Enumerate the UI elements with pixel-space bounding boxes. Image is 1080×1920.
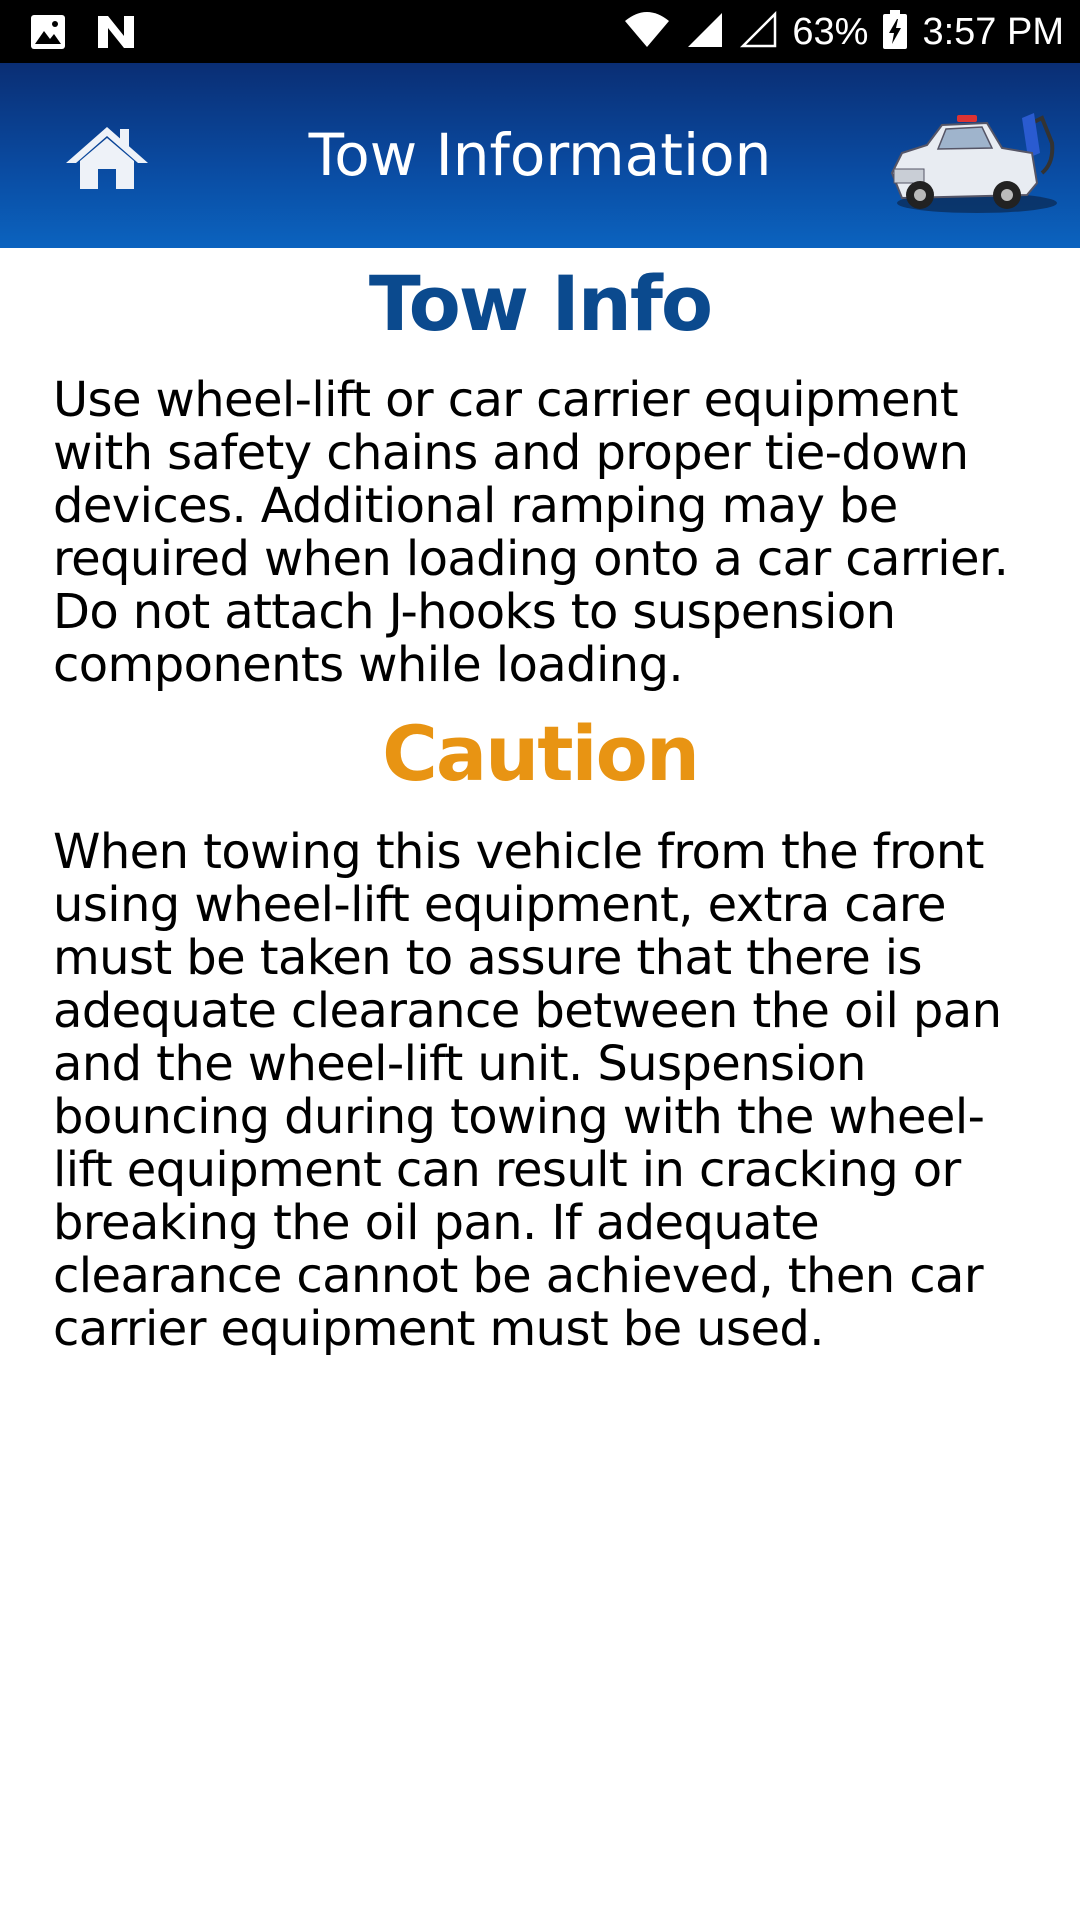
cell-signal-empty-icon: [738, 11, 778, 54]
clock: 3:57 PM: [922, 11, 1064, 53]
app-bar: [0, 63, 1080, 248]
status-bar-system: [624, 8, 1064, 56]
tow-truck-logo: [882, 103, 1062, 223]
wifi-icon: [624, 11, 670, 54]
status-bar: [0, 0, 1080, 63]
caution-text: When towing this vehicle from the front using wheel-lift equipment, extra care must be taken to assure that there is adequate clearance between the oil pan and the wheel-lift unit. Suspension bouncing during towing with the wheel-lift equipment can result in cracking or breaking the oil pan. If adequate clearance cannot be achieved, then car carrier equipment must be used.: [53, 824, 1002, 1357]
battery-charging-icon: [882, 10, 908, 55]
tow-info-text: Use wheel-lift or car carrier equipment with safety chains and proper tie-down devices. Additional ramping may be required when loading onto a car carrier. Do not attach J-hooks to suspension components while loading.: [53, 372, 1009, 693]
tow-info-heading: Tow Info: [368, 259, 712, 348]
tow-info-content: [0, 248, 1080, 1356]
caution-heading: Caution: [382, 709, 698, 798]
battery-percent: 63%: [792, 11, 869, 53]
home-button[interactable]: [62, 123, 152, 193]
n-app-notification-icon: [96, 14, 136, 55]
status-bar-notifications: [30, 14, 136, 55]
cell-signal-icon: [684, 11, 724, 54]
home-icon: [62, 123, 152, 193]
app-title: Tow Information: [308, 121, 772, 189]
image-notification-icon: [30, 14, 66, 55]
